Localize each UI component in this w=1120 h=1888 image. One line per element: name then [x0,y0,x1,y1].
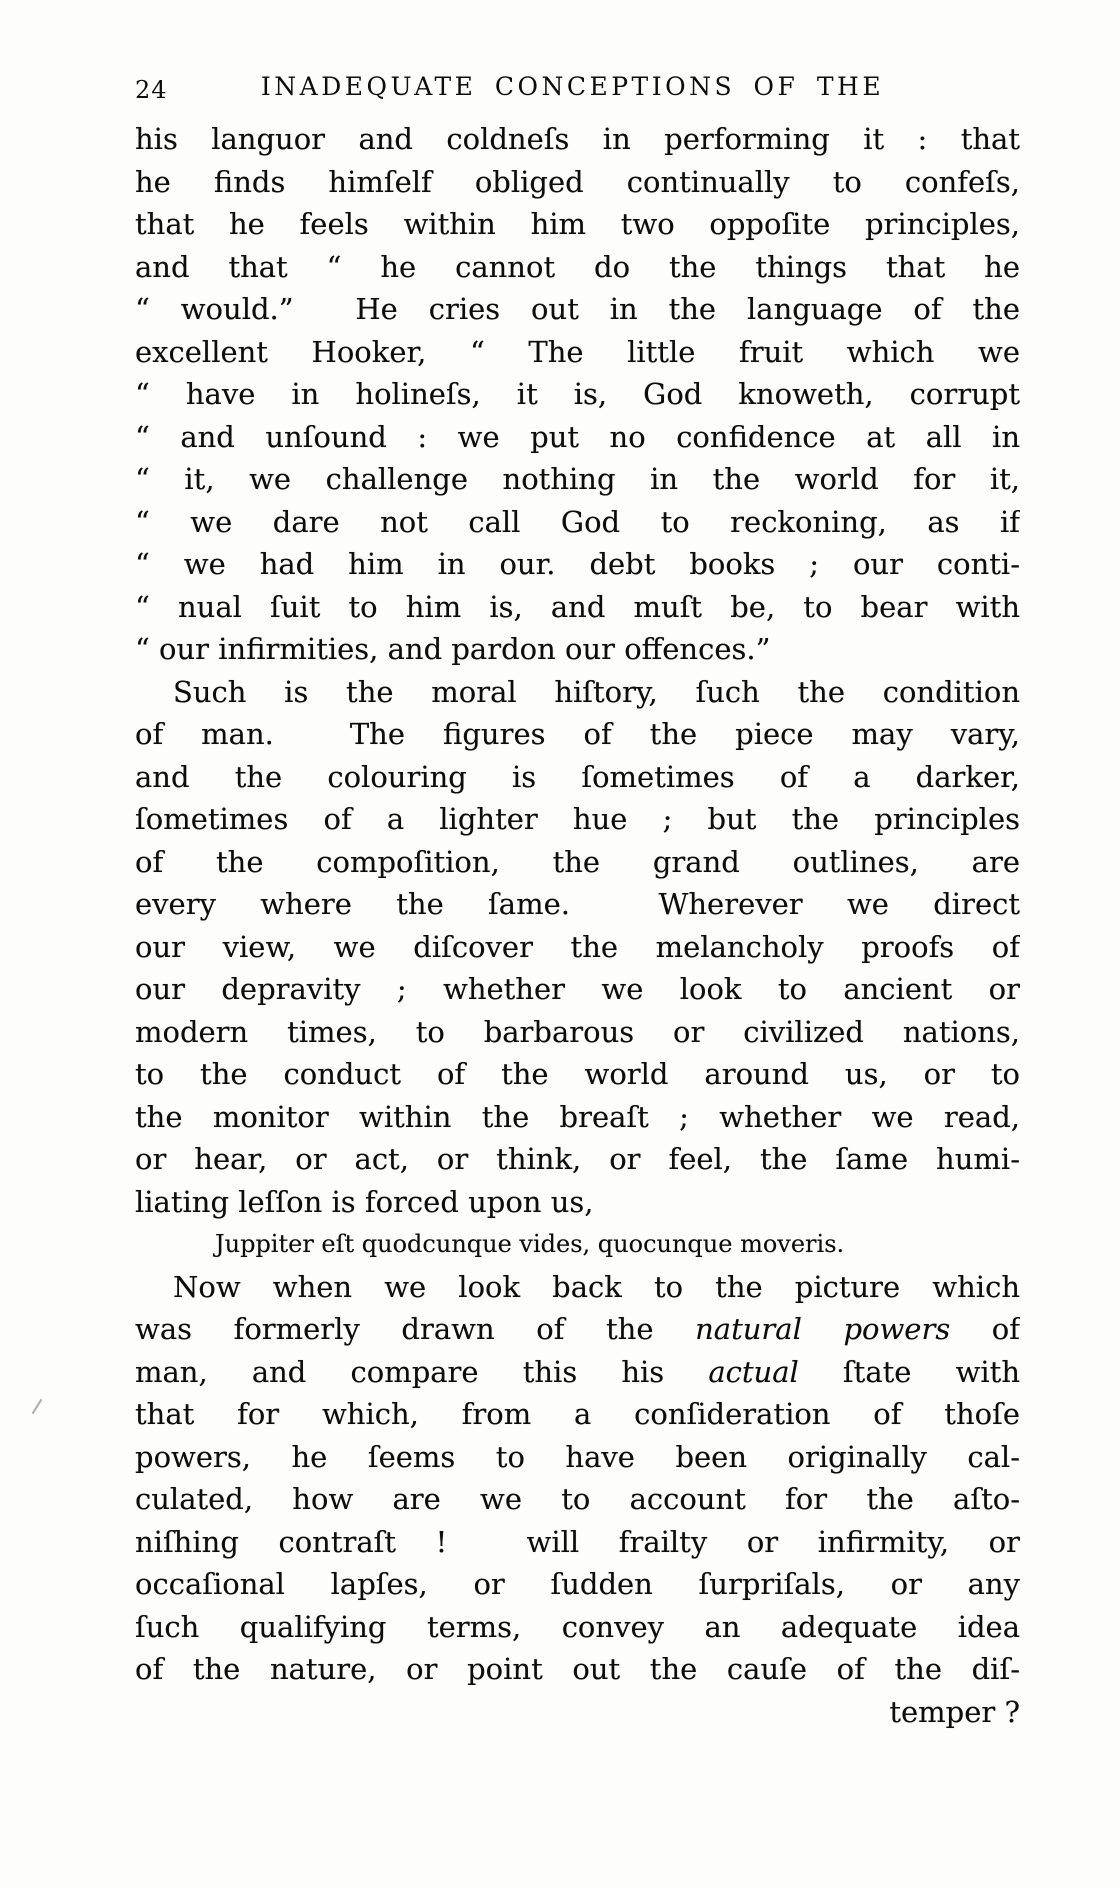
text-line [135,756,1020,799]
text-line [135,458,1020,501]
text-line [135,1606,1020,1649]
text-segment: niſhing contraſt ! will frailty or infirmity, or [135,1524,1020,1559]
italic-text-segment: natural powers [695,1312,951,1346]
text-segment: his languor and coldneſs in performing it : that [135,122,1020,156]
text-block [135,118,1020,1733]
text-segment: every where the ſame. Wherever we direct [135,887,1020,921]
text-segment: Such is the moral hiſtory, ſuch the condition [173,674,1020,709]
text-line [135,841,1020,884]
text-segment: he finds himſelf obliged continually to confeſs, [135,164,1020,199]
text-line [135,203,1020,246]
text-segment: “ it, we challenge nothing in the world for it, [135,462,1020,496]
text-segment: “ and unſound : we put no confidence at all in [135,419,1020,454]
text-line [135,331,1020,374]
page-number: 24 [135,76,168,104]
text-segment: liating leſſon is forced upon us, [135,1184,594,1219]
text-line [135,798,1020,841]
text-segment: ſometimes of a lighter hue ; but the principles [135,802,1020,836]
text-segment: culated, how are we to account for the aſto- [135,1482,1020,1516]
page-header [135,70,1020,110]
text-line [135,1691,1020,1734]
text-line [135,1138,1020,1181]
text-segment: of the nature, or point out the cauſe of the diſ- [135,1652,1020,1686]
text-line [135,926,1020,969]
text-segment: our depravity ; whether we look to ancient or [135,972,1020,1006]
text-segment: the monitor within the breaſt ; whether we read, [135,1099,1020,1134]
text-segment: “ nual ſuit to him is, and muſt be, to bear with [135,589,1020,624]
text-line [135,161,1020,204]
text-segment: modern times, to barbarous or civilized nations, [135,1014,1020,1049]
running-title: INADEQUATE CONCEPTIONS OF THE [260,72,885,101]
text-segment: our view, we diſcover the melancholy proofs of [135,929,1020,964]
text-line [135,416,1020,459]
text-segment: “ we had him in our. debt books ; our conti- [135,547,1020,581]
text-segment: Juppiter eſt quodcunque vides, quocunque moveris. [215,1230,845,1258]
text-line [135,1096,1020,1139]
text-segment: to the conduct of the world around us, or to [135,1057,1020,1091]
text-segment: of [950,1312,1020,1346]
text-segment: and the colouring is ſometimes of a darker, [135,759,1020,794]
text-segment: occaſional lapſes, or ſudden ſurpriſals, or any [135,1567,1020,1601]
text-line [135,671,1020,714]
text-line [135,713,1020,756]
text-line [135,1521,1020,1564]
text-segment: man, and compare this his [135,1354,709,1389]
text-segment: excellent Hooker, “ The little fruit which we [135,334,1020,369]
text-line [135,586,1020,629]
text-line [135,628,1020,671]
text-line [135,1648,1020,1691]
text-segment: “ our infirmities, and pardon our offences.” [135,632,771,666]
text-segment: that he feels within him two oppoſite principles, [135,207,1020,241]
text-segment: was formerly drawn of the [135,1312,696,1346]
text-line [135,1308,1020,1351]
text-line [135,501,1020,544]
text-segment: “ we dare not call God to reckoning, as if [135,504,1020,539]
text-line [135,288,1020,331]
text-line [135,1436,1020,1479]
text-line [135,1011,1020,1054]
text-line [135,968,1020,1011]
italic-text-segment: actual [708,1354,799,1389]
text-segment: “ would.” He cries out in the language of the [135,292,1020,326]
text-segment: Now when we look back to the picture which [173,1269,1020,1304]
text-segment: of the compoſition, the grand outlines, are [135,844,1020,879]
text-segment: powers, he ſeems to have been originally cal- [135,1439,1020,1474]
text-line [135,543,1020,586]
text-segment: ſtate with [798,1354,1020,1389]
text-line [135,1266,1020,1309]
text-segment: that for which, from a conſideration of thoſe [135,1397,1020,1431]
text-line [135,1223,1020,1266]
text-line [135,1351,1020,1394]
text-segment: ſuch qualifying terms, convey an adequate idea [135,1609,1020,1644]
text-line [135,1181,1020,1224]
text-line [135,1563,1020,1606]
text-line [135,373,1020,416]
text-line [135,1393,1020,1436]
text-line [135,1053,1020,1096]
text-line [135,1478,1020,1521]
scan-smudge-mark [32,1399,43,1414]
text-line [135,246,1020,289]
text-segment: of man. The figures of the piece may vary, [135,717,1020,751]
text-segment: temper ? [889,1694,1020,1729]
text-segment: or hear, or act, or think, or feel, the ſame humi- [135,1142,1020,1176]
text-segment: “ have in holineſs, it is, God knoweth, corrupt [135,377,1020,411]
text-line [135,883,1020,926]
text-line [135,118,1020,161]
text-segment: and that “ he cannot do the things that he [135,249,1020,284]
